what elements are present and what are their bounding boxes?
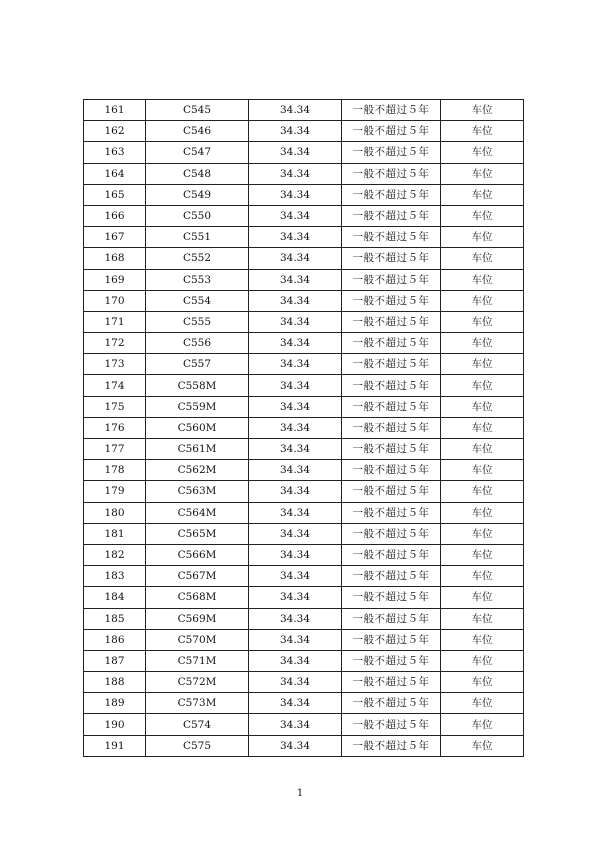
table-row xyxy=(84,100,524,121)
row-number-cell: 179 xyxy=(84,481,146,502)
usage-type-cell: 车位 xyxy=(441,248,524,269)
area-value-cell: 34.34 xyxy=(249,714,342,735)
space-code-cell: C552 xyxy=(146,248,249,269)
row-number-cell: 189 xyxy=(84,693,146,714)
table-row xyxy=(84,587,524,608)
row-number-cell: 174 xyxy=(84,375,146,396)
lease-term-cell: 一般不超过５年 xyxy=(342,248,441,269)
table-row xyxy=(84,333,524,354)
page-number: 1 xyxy=(296,788,304,799)
usage-type-cell: 车位 xyxy=(441,544,524,565)
row-number-cell: 168 xyxy=(84,248,146,269)
area-value-cell: 34.34 xyxy=(249,396,342,417)
row-number-cell: 162 xyxy=(84,121,146,142)
table-row xyxy=(84,396,524,417)
usage-type-cell: 车位 xyxy=(441,375,524,396)
lease-term-cell: 一般不超过５年 xyxy=(342,184,441,205)
row-number-cell: 188 xyxy=(84,672,146,693)
space-code-cell: C556 xyxy=(146,333,249,354)
row-number-cell: 161 xyxy=(84,100,146,121)
table-row xyxy=(84,672,524,693)
table-row xyxy=(84,354,524,375)
lease-term-cell: 一般不超过５年 xyxy=(342,523,441,544)
table-row xyxy=(84,439,524,460)
area-value-cell: 34.34 xyxy=(249,502,342,523)
area-value-cell: 34.34 xyxy=(249,587,342,608)
space-code-cell: C546 xyxy=(146,121,249,142)
area-value-cell: 34.34 xyxy=(249,629,342,650)
lease-term-cell: 一般不超过５年 xyxy=(342,100,441,121)
lease-term-cell: 一般不超过５年 xyxy=(342,163,441,184)
area-value-cell: 34.34 xyxy=(249,439,342,460)
space-code-cell: C571M xyxy=(146,650,249,671)
table-row xyxy=(84,502,524,523)
table-row xyxy=(84,205,524,226)
lease-term-cell: 一般不超过５年 xyxy=(342,566,441,587)
table-row xyxy=(84,629,524,650)
space-code-cell: C567M xyxy=(146,566,249,587)
row-number-cell: 184 xyxy=(84,587,146,608)
lease-term-cell: 一般不超过５年 xyxy=(342,269,441,290)
area-value-cell: 34.34 xyxy=(249,650,342,671)
usage-type-cell: 车位 xyxy=(441,396,524,417)
row-number-cell: 178 xyxy=(84,460,146,481)
area-value-cell: 34.34 xyxy=(249,184,342,205)
area-value-cell: 34.34 xyxy=(249,333,342,354)
area-value-cell: 34.34 xyxy=(249,460,342,481)
row-number-cell: 181 xyxy=(84,523,146,544)
row-number-cell: 167 xyxy=(84,227,146,248)
usage-type-cell: 车位 xyxy=(441,100,524,121)
space-code-cell: C569M xyxy=(146,608,249,629)
area-value-cell: 34.34 xyxy=(249,566,342,587)
area-value-cell: 34.34 xyxy=(249,544,342,565)
space-code-cell: C575 xyxy=(146,735,249,756)
lease-term-cell: 一般不超过５年 xyxy=(342,290,441,311)
space-code-cell: C549 xyxy=(146,184,249,205)
lease-term-cell: 一般不超过５年 xyxy=(342,417,441,438)
lease-term-cell: 一般不超过５年 xyxy=(342,481,441,502)
lease-term-cell: 一般不超过５年 xyxy=(342,333,441,354)
area-value-cell: 34.34 xyxy=(249,523,342,544)
space-code-cell: C558M xyxy=(146,375,249,396)
lease-term-cell: 一般不超过５年 xyxy=(342,672,441,693)
row-number-cell: 163 xyxy=(84,142,146,163)
usage-type-cell: 车位 xyxy=(441,121,524,142)
space-code-cell: C554 xyxy=(146,290,249,311)
space-code-cell: C547 xyxy=(146,142,249,163)
usage-type-cell: 车位 xyxy=(441,502,524,523)
area-value-cell: 34.34 xyxy=(249,608,342,629)
usage-type-cell: 车位 xyxy=(441,460,524,481)
table-row xyxy=(84,481,524,502)
usage-type-cell: 车位 xyxy=(441,481,524,502)
table-row xyxy=(84,142,524,163)
space-code-cell: C568M xyxy=(146,587,249,608)
lease-term-cell: 一般不超过５年 xyxy=(342,693,441,714)
usage-type-cell: 车位 xyxy=(441,608,524,629)
area-value-cell: 34.34 xyxy=(249,481,342,502)
parking-space-table xyxy=(83,99,524,757)
lease-term-cell: 一般不超过５年 xyxy=(342,311,441,332)
usage-type-cell: 车位 xyxy=(441,735,524,756)
lease-term-cell: 一般不超过５年 xyxy=(342,142,441,163)
table-row xyxy=(84,608,524,629)
row-number-cell: 182 xyxy=(84,544,146,565)
table-row xyxy=(84,311,524,332)
area-value-cell: 34.34 xyxy=(249,672,342,693)
table-row xyxy=(84,714,524,735)
space-code-cell: C553 xyxy=(146,269,249,290)
space-code-cell: C559M xyxy=(146,396,249,417)
table-row xyxy=(84,417,524,438)
usage-type-cell: 车位 xyxy=(441,523,524,544)
row-number-cell: 183 xyxy=(84,566,146,587)
table-row xyxy=(84,566,524,587)
lease-term-cell: 一般不超过５年 xyxy=(342,227,441,248)
usage-type-cell: 车位 xyxy=(441,714,524,735)
area-value-cell: 34.34 xyxy=(249,227,342,248)
row-number-cell: 172 xyxy=(84,333,146,354)
usage-type-cell: 车位 xyxy=(441,693,524,714)
usage-type-cell: 车位 xyxy=(441,587,524,608)
area-value-cell: 34.34 xyxy=(249,354,342,375)
table-row xyxy=(84,227,524,248)
space-code-cell: C545 xyxy=(146,100,249,121)
usage-type-cell: 车位 xyxy=(441,269,524,290)
lease-term-cell: 一般不超过５年 xyxy=(342,629,441,650)
space-code-cell: C550 xyxy=(146,205,249,226)
usage-type-cell: 车位 xyxy=(441,333,524,354)
space-code-cell: C548 xyxy=(146,163,249,184)
usage-type-cell: 车位 xyxy=(441,205,524,226)
lease-term-cell: 一般不超过５年 xyxy=(342,714,441,735)
usage-type-cell: 车位 xyxy=(441,163,524,184)
table-row xyxy=(84,121,524,142)
document-page xyxy=(83,99,518,757)
area-value-cell: 34.34 xyxy=(249,248,342,269)
usage-type-cell: 车位 xyxy=(441,417,524,438)
area-value-cell: 34.34 xyxy=(249,693,342,714)
table-row xyxy=(84,375,524,396)
row-number-cell: 170 xyxy=(84,290,146,311)
usage-type-cell: 车位 xyxy=(441,184,524,205)
lease-term-cell: 一般不超过５年 xyxy=(342,205,441,226)
space-code-cell: C551 xyxy=(146,227,249,248)
table-row xyxy=(84,650,524,671)
table-row xyxy=(84,460,524,481)
row-number-cell: 176 xyxy=(84,417,146,438)
usage-type-cell: 车位 xyxy=(441,566,524,587)
area-value-cell: 34.34 xyxy=(249,417,342,438)
area-value-cell: 34.34 xyxy=(249,375,342,396)
area-value-cell: 34.34 xyxy=(249,163,342,184)
row-number-cell: 173 xyxy=(84,354,146,375)
area-value-cell: 34.34 xyxy=(249,735,342,756)
usage-type-cell: 车位 xyxy=(441,311,524,332)
area-value-cell: 34.34 xyxy=(249,290,342,311)
usage-type-cell: 车位 xyxy=(441,227,524,248)
space-code-cell: C561M xyxy=(146,439,249,460)
lease-term-cell: 一般不超过５年 xyxy=(342,650,441,671)
space-code-cell: C557 xyxy=(146,354,249,375)
row-number-cell: 186 xyxy=(84,629,146,650)
usage-type-cell: 车位 xyxy=(441,672,524,693)
lease-term-cell: 一般不超过５年 xyxy=(342,375,441,396)
area-value-cell: 34.34 xyxy=(249,269,342,290)
space-code-cell: C566M xyxy=(146,544,249,565)
table-row xyxy=(84,290,524,311)
space-code-cell: C574 xyxy=(146,714,249,735)
row-number-cell: 177 xyxy=(84,439,146,460)
table-row xyxy=(84,184,524,205)
table-row xyxy=(84,693,524,714)
space-code-cell: C555 xyxy=(146,311,249,332)
usage-type-cell: 车位 xyxy=(441,354,524,375)
lease-term-cell: 一般不超过５年 xyxy=(342,121,441,142)
lease-term-cell: 一般不超过５年 xyxy=(342,587,441,608)
lease-term-cell: 一般不超过５年 xyxy=(342,460,441,481)
usage-type-cell: 车位 xyxy=(441,142,524,163)
area-value-cell: 34.34 xyxy=(249,142,342,163)
area-value-cell: 34.34 xyxy=(249,121,342,142)
row-number-cell: 171 xyxy=(84,311,146,332)
row-number-cell: 185 xyxy=(84,608,146,629)
table-row xyxy=(84,523,524,544)
usage-type-cell: 车位 xyxy=(441,290,524,311)
row-number-cell: 175 xyxy=(84,396,146,417)
table-row xyxy=(84,269,524,290)
lease-term-cell: 一般不超过５年 xyxy=(342,502,441,523)
lease-term-cell: 一般不超过５年 xyxy=(342,439,441,460)
usage-type-cell: 车位 xyxy=(441,629,524,650)
table-row xyxy=(84,735,524,756)
row-number-cell: 191 xyxy=(84,735,146,756)
row-number-cell: 180 xyxy=(84,502,146,523)
space-code-cell: C562M xyxy=(146,460,249,481)
usage-type-cell: 车位 xyxy=(441,650,524,671)
row-number-cell: 169 xyxy=(84,269,146,290)
table-body xyxy=(84,100,524,757)
area-value-cell: 34.34 xyxy=(249,205,342,226)
usage-type-cell: 车位 xyxy=(441,439,524,460)
lease-term-cell: 一般不超过５年 xyxy=(342,396,441,417)
space-code-cell: C565M xyxy=(146,523,249,544)
area-value-cell: 34.34 xyxy=(249,100,342,121)
row-number-cell: 190 xyxy=(84,714,146,735)
table-row xyxy=(84,544,524,565)
space-code-cell: C573M xyxy=(146,693,249,714)
space-code-cell: C563M xyxy=(146,481,249,502)
space-code-cell: C570M xyxy=(146,629,249,650)
row-number-cell: 166 xyxy=(84,205,146,226)
row-number-cell: 165 xyxy=(84,184,146,205)
space-code-cell: C572M xyxy=(146,672,249,693)
lease-term-cell: 一般不超过５年 xyxy=(342,608,441,629)
area-value-cell: 34.34 xyxy=(249,311,342,332)
lease-term-cell: 一般不超过５年 xyxy=(342,544,441,565)
lease-term-cell: 一般不超过５年 xyxy=(342,354,441,375)
space-code-cell: C564M xyxy=(146,502,249,523)
lease-term-cell: 一般不超过５年 xyxy=(342,735,441,756)
space-code-cell: C560M xyxy=(146,417,249,438)
table-row xyxy=(84,248,524,269)
row-number-cell: 164 xyxy=(84,163,146,184)
row-number-cell: 187 xyxy=(84,650,146,671)
table-row xyxy=(84,163,524,184)
